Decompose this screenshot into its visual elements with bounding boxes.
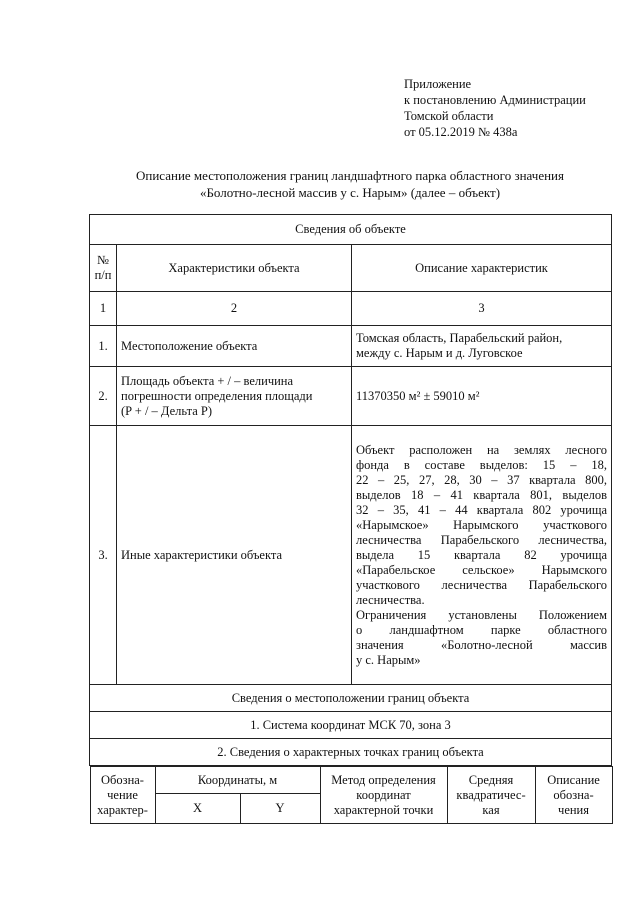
document-title xyxy=(90,167,610,201)
object-table xyxy=(89,214,612,824)
points-header-mean-square xyxy=(447,767,535,824)
section-object-text: Сведения об объекте xyxy=(295,222,406,236)
header-description xyxy=(352,245,612,292)
header-characteristics xyxy=(117,245,352,292)
points-header-designation xyxy=(90,767,155,824)
row-3-desc-line: «Парабельское сельское» Нарымского xyxy=(356,562,608,577)
row-3-desc-line: участкового лесничества Парабельского xyxy=(356,577,608,592)
title-line-2: «Болотно-лесной массив у с. Нарым» (далее – объект) xyxy=(199,185,501,200)
points-header-table xyxy=(90,766,613,824)
row-3-desc-line: лесничества. xyxy=(356,592,425,607)
approval-line: Приложение xyxy=(404,77,472,91)
title-line-1: Описание местоположения границ ландшафтного парка областного значения xyxy=(136,168,564,183)
row-3-description xyxy=(352,426,612,685)
row-3-desc-line: 22 – 25, 27, 28, 30 – 37 квартала 800, xyxy=(356,472,608,487)
row-1-number: 1. xyxy=(90,326,117,367)
designation-line: характер- xyxy=(97,802,148,817)
descr-line: Описание xyxy=(547,772,600,787)
points-header-x: X xyxy=(155,794,240,824)
coordinate-system-text: 1. Система координат МСК 70, зона 3 xyxy=(250,717,451,732)
approval-line: Томской области xyxy=(404,109,494,123)
approval-line: к постановлению Администрации xyxy=(404,93,586,107)
row-3-desc-line: выделов 18 – 41 квартала 801, выделов xyxy=(356,487,608,502)
col-number-1: 1 xyxy=(90,292,117,326)
descr-line: чения xyxy=(558,802,589,817)
col-number-2: 2 xyxy=(117,292,352,326)
row-3-desc-line: Ограничения установлены Положением xyxy=(356,607,608,622)
header-number-bottom: п/п xyxy=(94,268,112,282)
section-object-header xyxy=(90,215,612,245)
row-3-desc-line: Объект расположен на землях лесного xyxy=(356,442,608,457)
header-number-top: № xyxy=(97,253,109,267)
points-header-description xyxy=(535,767,612,824)
row-2-name-line: Площадь объекта + / – величина xyxy=(121,373,294,388)
row-1-name: Местоположение объекта xyxy=(117,326,352,367)
approval-line: от 05.12.2019 № 438а xyxy=(404,125,518,139)
row-3-desc-line: лесничества Парабельского лесничества, xyxy=(356,532,608,547)
row-3-desc-line: у с. Нарым» xyxy=(356,652,421,667)
points-header-container xyxy=(90,766,612,825)
row-3-desc-line: выдела 15 квартала 82 урочища xyxy=(356,547,608,562)
header-number xyxy=(90,245,117,292)
row-2-name-line: (P + / – Дельта P) xyxy=(121,403,213,418)
method-line: координат xyxy=(356,787,411,802)
row-3-desc-line: значения «Болотно-лесной массив xyxy=(356,637,608,652)
approval-block xyxy=(404,76,586,140)
designation-line: чение xyxy=(107,787,138,802)
points-title-text: 2. Сведения о характерных точках границ объекта xyxy=(217,744,484,759)
row-2-name-line: погрешности определения площади xyxy=(121,388,313,403)
row-1-desc-line: Томская область, Парабельский район, xyxy=(356,331,563,345)
row-3-desc-line: о ландшафтном парке областного xyxy=(356,622,608,637)
mean-line: кая xyxy=(482,802,500,817)
col-number-3: 3 xyxy=(352,292,612,326)
section-location-text: Сведения о местоположении границ объекта xyxy=(231,690,470,705)
row-3-desc-line: фонда в составе выделов: 15 – 18, xyxy=(356,457,608,472)
points-header-y: Y xyxy=(240,794,320,824)
section-location-header xyxy=(90,685,612,712)
points-header-coordinates: Координаты, м xyxy=(155,767,320,794)
points-header-method xyxy=(320,767,447,824)
row-3-desc-line: «Нарымское» Нарымского участкового xyxy=(356,517,608,532)
row-1-desc-line: между с. Нарым и д. Луговское xyxy=(356,346,523,360)
designation-line: Обозна- xyxy=(101,772,144,787)
method-line: характерной точки xyxy=(333,802,434,817)
descr-line: обозна- xyxy=(553,787,594,802)
row-2-description: 11370350 м² ± 59010 м² xyxy=(352,367,612,426)
method-line: Метод определения xyxy=(331,772,436,787)
row-1-description xyxy=(352,326,612,367)
row-3-name: Иные характеристики объекта xyxy=(117,426,352,685)
mean-line: Средняя xyxy=(468,772,514,787)
mean-line: квадратичес- xyxy=(456,787,526,802)
row-2-number: 2. xyxy=(90,367,117,426)
row-3-number: 3. xyxy=(90,426,117,685)
header-characteristics-text: Характеристики объекта xyxy=(168,260,300,275)
row-2-name xyxy=(117,367,352,426)
points-title-row xyxy=(90,739,612,766)
row-3-desc-line: 32 – 35, 41 – 44 квартала 802 урочища xyxy=(356,502,608,517)
header-description-text: Описание характеристик xyxy=(415,260,548,275)
coordinate-system-row xyxy=(90,712,612,739)
